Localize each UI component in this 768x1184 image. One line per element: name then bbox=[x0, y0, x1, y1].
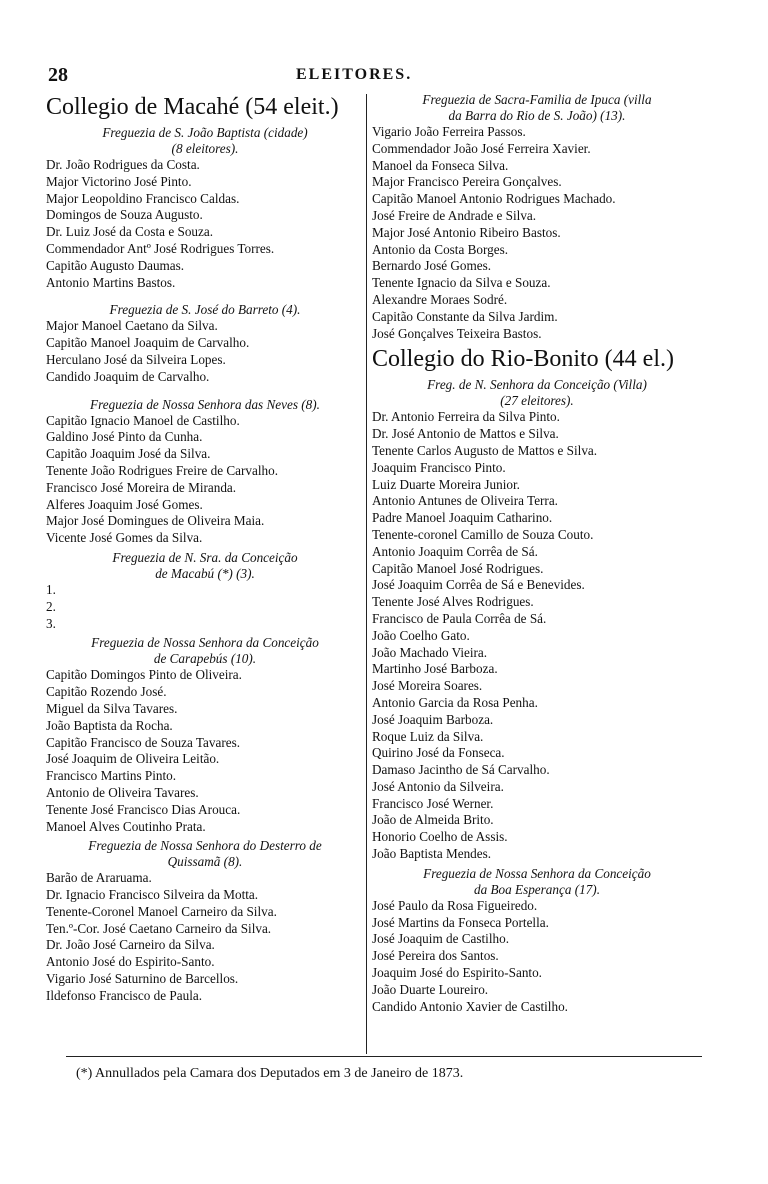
elector-name: Antonio Garcia da Rosa Penha. bbox=[372, 694, 538, 710]
parish-section bbox=[46, 302, 364, 385]
elector-name: Dr. João José Carneiro da Silva. bbox=[46, 937, 215, 953]
parish-heading-line: Freguezia de S. João Baptista (cidade) bbox=[102, 125, 308, 140]
elector-name: Antonio Joaquim Corrêa de Sá. bbox=[372, 543, 538, 559]
parish-heading bbox=[46, 550, 364, 582]
elector-name: Dr. Antonio Ferreira da Silva Pinto. bbox=[372, 409, 560, 425]
elector-name: Francisco de Paula Corrêa de Sá. bbox=[372, 610, 547, 626]
parish-section bbox=[46, 550, 364, 632]
parish-section bbox=[46, 838, 364, 1004]
elector-name: Tenente Ignacio da Silva e Souza. bbox=[372, 275, 551, 291]
college-title-macahe: Collegio de Macahé (54 eleit.) bbox=[46, 94, 339, 120]
elector-name: João de Almeida Brito. bbox=[372, 812, 494, 828]
parish-section bbox=[46, 635, 364, 835]
elector-name: Joaquim Francisco Pinto. bbox=[372, 459, 506, 475]
elector-name: Candido Antonio Xavier de Castilho. bbox=[372, 998, 568, 1014]
elector-name: Tenente José Alves Rodrigues. bbox=[372, 594, 534, 610]
parish-heading-line: Freguezia de Nossa Senhora das Neves (8). bbox=[90, 396, 320, 412]
parish-heading bbox=[46, 125, 364, 157]
elector-name: José Joaquim Barboza. bbox=[372, 711, 494, 727]
elector-name: Francisco Martins Pinto. bbox=[46, 768, 177, 784]
elector-name: José Gonçalves Teixeira Bastos. bbox=[372, 325, 542, 341]
elector-name: José Martins da Fonseca Portella. bbox=[372, 914, 549, 930]
elector-name: Capitão Constante da Silva Jardim. bbox=[372, 308, 558, 324]
elector-name: João Coelho Gato. bbox=[372, 627, 470, 643]
elector-name: Martinho José Barboza. bbox=[372, 661, 498, 677]
parish-section bbox=[372, 377, 702, 863]
parish-heading-line: (8 eleitores). bbox=[171, 141, 239, 156]
elector-name: Herculano José da Silveira Lopes. bbox=[46, 351, 226, 367]
parish-heading-line: da Boa Esperança (17). bbox=[474, 881, 600, 897]
elector-name: Ten.º-Cor. José Caetano Carneiro da Silva. bbox=[46, 920, 272, 936]
elector-name: Barão de Araruama. bbox=[46, 870, 152, 886]
elector-name: Dr. Ignacio Francisco Silveira da Motta. bbox=[46, 887, 259, 903]
elector-name: Dr. João Rodrigues da Costa. bbox=[46, 157, 200, 172]
elector-name: João Baptista Mendes. bbox=[372, 846, 492, 862]
parish-heading-line: Freguezia de S. José do Barreto (4). bbox=[109, 302, 301, 318]
elector-name: 3. bbox=[46, 615, 56, 631]
elector-name: José Freire de Andrade e Silva. bbox=[372, 207, 537, 223]
elector-name: Major Francisco Pereira Gonçalves. bbox=[372, 174, 562, 190]
elector-name: Dr. Luiz José da Costa e Souza. bbox=[46, 224, 214, 240]
parish-section bbox=[372, 866, 702, 1016]
parish-heading bbox=[46, 838, 364, 870]
parish-heading-line: de Carapebús (10). bbox=[153, 651, 257, 667]
elector-name: Capitão Manoel José Rodrigues. bbox=[372, 560, 544, 576]
elector-name: Commendador Antº José Rodrigues Torres. bbox=[46, 240, 275, 256]
elector-name: Vigario José Saturnino de Barcellos. bbox=[46, 971, 239, 987]
parish-heading-line: Freguezia de Sacra-Familia de Ipuca (villa bbox=[422, 92, 652, 107]
elector-name: Luiz Duarte Moreira Junior. bbox=[372, 476, 520, 492]
college-title-rio-bonito: Collegio do Rio-Bonito (44 el.) bbox=[372, 346, 674, 373]
right-column bbox=[372, 92, 702, 1015]
elector-name: José Paulo da Rosa Figueiredo. bbox=[372, 897, 538, 913]
elector-name: Capitão Francisco de Souza Tavares. bbox=[46, 734, 241, 750]
elector-name: José Antonio da Silveira. bbox=[372, 778, 504, 794]
elector-name: Tenente-Coronel Manoel Carneiro da Silva. bbox=[46, 903, 277, 919]
parish-section bbox=[372, 92, 702, 342]
column-divider bbox=[366, 94, 367, 1054]
elector-name: Capitão Joaquim José da Silva. bbox=[46, 446, 211, 462]
parish-heading bbox=[46, 635, 364, 667]
parish-heading bbox=[372, 377, 702, 409]
elector-name: João Baptista da Rocha. bbox=[46, 717, 173, 733]
elector-name: Antonio da Costa Borges. bbox=[372, 241, 509, 257]
elector-name: Tenente João Rodrigues Freire de Carvalho. bbox=[46, 462, 278, 478]
elector-name: Antonio José do Espirito-Santo. bbox=[46, 954, 215, 970]
page-header bbox=[48, 64, 720, 88]
elector-name: Ildefonso Francisco de Paula. bbox=[46, 987, 203, 1003]
elector-name: Padre Manoel Joaquim Catharino. bbox=[372, 510, 553, 526]
elector-name: João Machado Vieira. bbox=[372, 644, 488, 660]
elector-name: Commendador João José Ferreira Xavier. bbox=[372, 140, 591, 156]
footnote-rule bbox=[66, 1056, 702, 1057]
parish-section bbox=[46, 397, 364, 547]
elector-name: Miguel da Silva Tavares. bbox=[46, 700, 178, 716]
parish-heading-line: Freg. de N. Senhora da Conceição (Villa) bbox=[427, 377, 647, 393]
elector-name: Capitão Manoel Antonio Rodrigues Machado. bbox=[372, 191, 616, 207]
elector-name: Major Leopoldino Francisco Caldas. bbox=[46, 190, 240, 206]
parish-heading-line: (27 eleitores). bbox=[500, 393, 574, 409]
elector-name: Tenente-coronel Camillo de Souza Couto. bbox=[372, 526, 594, 542]
parish-heading-line: Freguezia de N. Sra. da Conceição bbox=[112, 549, 298, 565]
parish-heading bbox=[372, 866, 702, 898]
parish-heading-line: de Macabú (*) (3). bbox=[155, 565, 255, 581]
elector-name: Domingos de Souza Augusto. bbox=[46, 207, 203, 223]
elector-name: 1. bbox=[46, 581, 56, 597]
elector-name: Vigario João Ferreira Passos. bbox=[372, 124, 526, 139]
elector-name: Antonio Martins Bastos. bbox=[46, 274, 176, 290]
parish-heading-line: Freguezia de Nossa Senhora da Conceição bbox=[91, 635, 319, 651]
elector-name: José Pereira dos Santos. bbox=[372, 948, 499, 964]
elector-name: Manoel da Fonseca Silva. bbox=[372, 157, 509, 173]
elector-name: José Moreira Soares. bbox=[372, 678, 483, 694]
left-column bbox=[46, 92, 364, 1005]
elector-name: Capitão Manoel Joaquim de Carvalho. bbox=[46, 335, 250, 351]
elector-name: João Duarte Loureiro. bbox=[372, 981, 489, 997]
parish-heading bbox=[46, 397, 364, 413]
elector-name: Capitão Rozendo José. bbox=[46, 684, 167, 700]
elector-name: Vicente José Gomes da Silva. bbox=[46, 530, 203, 546]
elector-name: Dr. José Antonio de Mattos e Silva. bbox=[372, 426, 559, 442]
elector-name: Major Victorino José Pinto. bbox=[46, 173, 192, 189]
parish-heading-line: Quissamã (8). bbox=[167, 854, 243, 870]
parish-section bbox=[46, 125, 364, 291]
elector-name: Candido Joaquim de Carvalho. bbox=[46, 368, 210, 384]
elector-name: Francisco José Moreira de Miranda. bbox=[46, 479, 237, 495]
elector-name: Alferes Joaquim José Gomes. bbox=[46, 496, 203, 512]
elector-name: Francisco José Werner. bbox=[372, 795, 494, 811]
footnote: (*) Annullados pela Camara dos Deputados em 3 de Janeiro de 1873. bbox=[76, 1066, 464, 1081]
elector-name: Manoel Alves Coutinho Prata. bbox=[46, 818, 206, 834]
elector-name: Capitão Augusto Daumas. bbox=[46, 257, 185, 273]
elector-name: Tenente José Francisco Dias Arouca. bbox=[46, 801, 241, 817]
elector-name: Bernardo José Gomes. bbox=[372, 258, 492, 274]
elector-name: Capitão Ignacio Manoel de Castilho. bbox=[46, 412, 240, 428]
elector-name: José Joaquim de Castilho. bbox=[372, 931, 509, 947]
parish-heading-line: Freguezia de Nossa Senhora da Conceição bbox=[423, 865, 651, 881]
elector-name: Antonio de Oliveira Tavares. bbox=[46, 784, 199, 800]
elector-name: Honorio Coelho de Assis. bbox=[372, 829, 508, 845]
elector-name: Quirino José da Fonseca. bbox=[372, 745, 505, 761]
elector-name: Damaso Jacintho de Sá Carvalho. bbox=[372, 762, 550, 778]
elector-name: Tenente Carlos Augusto de Mattos e Silva. bbox=[372, 442, 598, 458]
running-title: ELEITORES. bbox=[296, 66, 413, 83]
elector-name: Major José Domingues de Oliveira Maia. bbox=[46, 513, 265, 529]
elector-name: Alexandre Moraes Sodré. bbox=[372, 291, 508, 307]
elector-name: Antonio Antunes de Oliveira Terra. bbox=[372, 493, 558, 509]
elector-name: Major Manoel Caetano da Silva. bbox=[46, 318, 218, 334]
elector-name: 2. bbox=[46, 598, 56, 614]
page-number: 28 bbox=[48, 64, 68, 86]
parish-heading-line: da Barra do Rio de S. João) (13). bbox=[448, 108, 626, 123]
parish-heading bbox=[46, 302, 364, 318]
elector-name: Joaquim José do Espirito-Santo. bbox=[372, 965, 542, 981]
elector-name: Roque Luiz da Silva. bbox=[372, 728, 484, 744]
elector-name: Galdino José Pinto da Cunha. bbox=[46, 429, 203, 445]
elector-name: Capitão Domingos Pinto de Oliveira. bbox=[46, 667, 242, 683]
elector-name: José Joaquim de Oliveira Leitão. bbox=[46, 751, 220, 767]
elector-name: José Joaquim Corrêa de Sá e Benevides. bbox=[372, 577, 585, 593]
parish-heading-line: Freguezia de Nossa Senhora do Desterro de bbox=[88, 838, 322, 854]
parish-heading bbox=[372, 92, 702, 124]
elector-name: Major José Antonio Ribeiro Bastos. bbox=[372, 224, 561, 240]
